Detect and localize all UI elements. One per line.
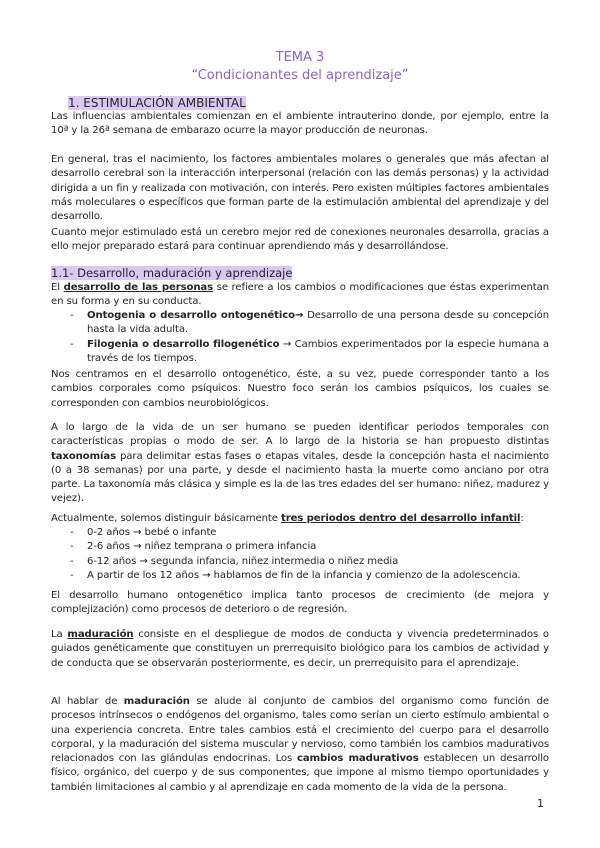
list-tipos-desarrollo [51,309,549,366]
subsection-heading-desarrollo: 1.1- Desarrollo, maduración y aprendizaje [51,266,293,280]
paragraph-desarrollo-personas: El desarrollo de las personas se refiere a los cambios o modificaciones que éstas experimentan en su forma y en su conducta. [51,282,549,308]
paragraph-cambios-madurativos: Al hablar de maduración se alude al conjunto de cambios del organismo como función de procesos intrínsecos o endógenos del organismo, tales como serían un cierto estímulo ambiental o una experiencia concreta. Entre tales cambios está el crecimiento del cuerpo para el desarrollo corporal, y la maduración del sistema muscular y nervioso, como también los cambios madurativos relacionados con las glándulas endocrinas. Los cambios madurativos establecen un desarrollo físico, orgánico, del cuerpo y de sus componentes, que impone al mismo tiempo oportunidades y también limitaciones al cambio y al aprendizaje en cada momento de la vida de la persona. [51,696,549,793]
paragraph-taxonomias: A lo largo de la vida de un ser humano se pueden identificar periodos temporales con características propias o modo de ser. A lo largo de la historia se han propuesto distintas taxonomías para delimitar estas fases o etapas vitales, desde la concepción hasta el nacimiento (0 a 38 semanas) por una parte, y desde el nacimiento hasta la muerte como anciano por otra parte. La taxonomía más clásica y simple es la de las tres edades del ser humano: niñez, madurez y vejez). [51,422,549,505]
paragraph-ontogenetico: Nos centramos en el desarrollo ontogenético, éste, a su vez, puede corresponder tanto a los cambios corporales como psíquicos. Nuestro foco serán los cambios psíquicos, los cuales se corresponden con cambios neurobiológicos. [51,369,549,409]
page-number: 1 [537,797,544,810]
paragraph-maduracion: La maduración consiste en el despliegue de modos de conducta y vivencia predeterminados o guiados genéticamente que constituyen un prerrequisito biológico para los cambios de actividad y de conducta que se observarán posteriormente, es decir, un prerrequisito para el aprendizaje. [51,629,550,669]
list-item: - Filogenia o desarrollo filogenético → Cambios experimentados por la especie humana a través de los tiempos. [70,338,549,364]
tema-title: TEMA 3 [275,50,325,65]
term-maduracion-2: maduración [123,696,190,707]
term-cambios-madurativos: cambios madurativos [297,753,419,765]
term-taxonomias: taxonomías [51,450,116,462]
term-tres-periodos: tres periodos dentro del desarrollo infantil [280,513,521,524]
list-periodos-infantil [51,526,549,583]
paragraph-periodos: Actualmente, solemos distinguir básicamente tres periodos dentro del desarrollo infantil: [51,513,524,524]
paragraph-crecimiento-deterioro: El desarrollo humano ontogenético implica tanto procesos de crecimiento (de mejora y complejización) como procesos de deterioro o de regresión. [51,590,549,616]
paragraph-factores-ambientales: En general, tras el nacimiento, los factores ambientales molares o generales que más afectan al desarrollo cerebral son la interacción interpersonal (relación con las demás personas) y la actividad dirigida a un fin y realizada con motivación, con interés. Pero existen múltiples factores ambientales más moleculares o específicos que forman parte de la estimulación ambiental del aprendizaje y del desarrollo. [51,154,549,223]
list-item: - 2-6 años → niñez temprana o primera infancia [70,541,317,553]
list-item: - Ontogenia o desarrollo ontogenético→ Desarrollo de una persona desde su concepción hasta la vida adulta. [70,310,549,336]
list-item: - 0-2 años → bebé o infante [70,527,217,538]
list-item: - 6-12 años → segunda infancia, niñez intermedia o niñez media [70,555,399,567]
section-heading-estimulacion: 1. ESTIMULACIÓN AMBIENTAL [68,96,246,110]
term-desarrollo-personas: desarrollo de las personas [63,282,214,293]
term-maduracion: maduración [67,629,134,640]
paragraph-intrauterino: Las influencias ambientales comienzan en el ambiente intrauterino donde, por ejemplo, entre la 10ª y la 26ª semana de embarazo ocurre la mayor producción de neuronas. [51,111,549,137]
list-item: - A partir de los 12 años → hablamos de fin de la infancia y comienzo de la adolescencia. [70,569,521,581]
paragraph-cerebro-estimulado: Cuanto mejor estimulado está un cerebro mejor red de conexiones neuronales desarrolla, gracias a ello mejor preparado estará para continuar aprendiendo más y desarrollándose. [51,227,549,253]
document-subtitle: “Condicionantes del aprendizaje” [191,68,409,83]
